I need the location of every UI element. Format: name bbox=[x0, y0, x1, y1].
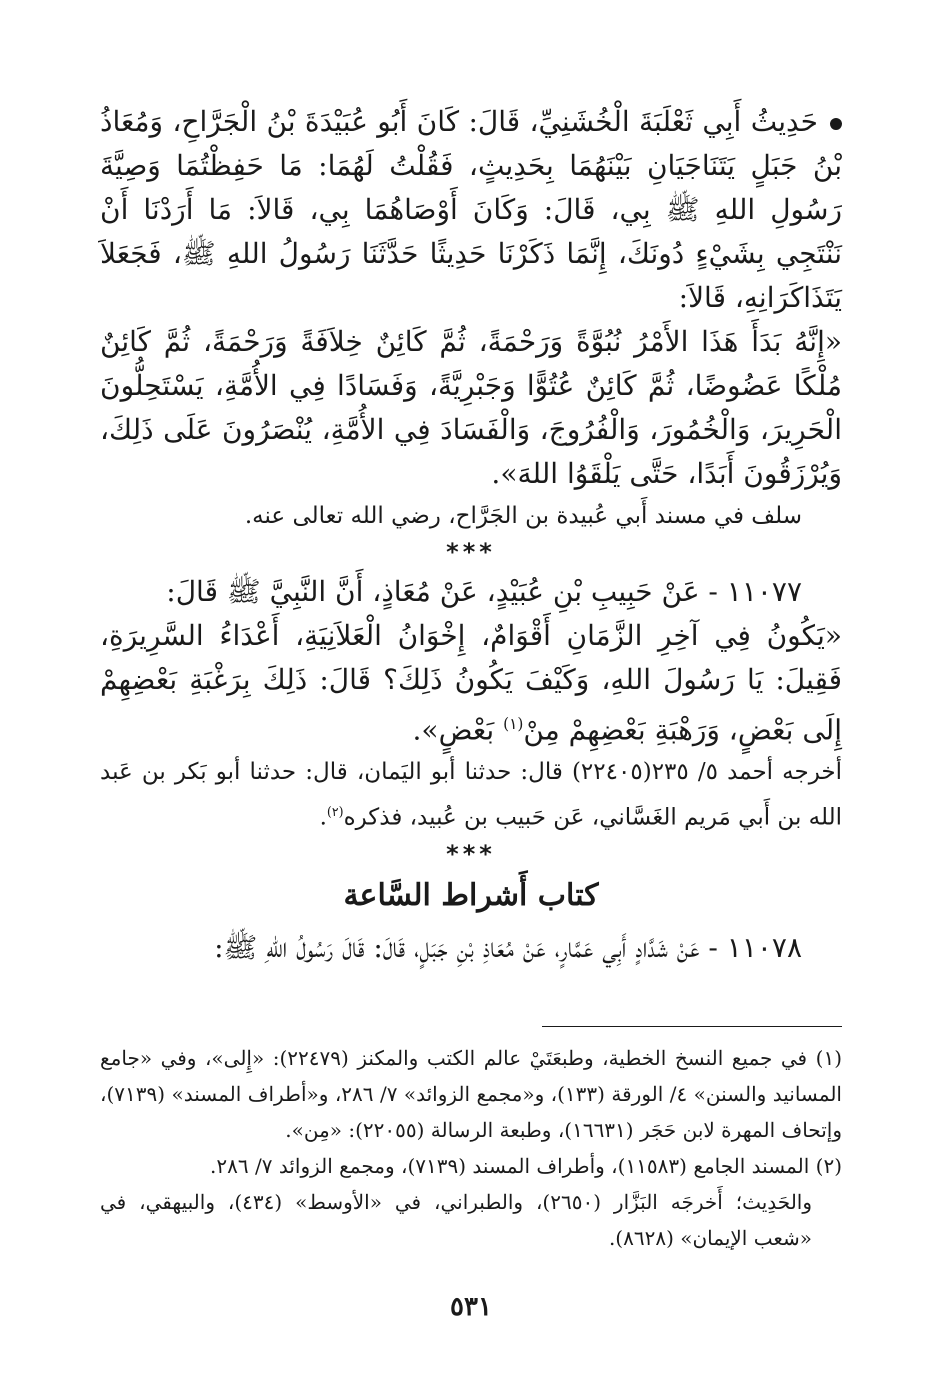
footnote-divider bbox=[542, 1026, 842, 1027]
footnote-ref-2[interactable]: (٢) bbox=[326, 804, 344, 820]
paragraph-hadith-11077 bbox=[100, 614, 842, 752]
separator-stars: *** bbox=[446, 839, 496, 868]
paragraph-text-end: . bbox=[319, 804, 327, 831]
hadith-heading-11078: ١١٠٧٨ - عَنْ شَدَّادٍ أَبِي عَمَّارٍ، عَنْ مُعَاذِ بْنِ جَبَلٍ، قَالَ: قَالَ رَسُولُ اللهِ ﷺ: bbox=[214, 930, 802, 964]
paragraph-reference-note: سلف في مسند أَبي عُبيدة بن الجَرَّاح، رضي الله تعالى عنه. bbox=[244, 503, 802, 529]
paragraph-text-end: بَعْضٍ». bbox=[412, 713, 504, 747]
paragraph-text: حَدِيثُ أَبِي ثَعْلَبَةَ الْخُشَنِيِّ، قَالَ: كَانَ أَبُو عُبَيْدَةَ بْنُ الْجَرَّاحِ، وَمُعَاذُ بْنُ جَبَلٍ يَتَنَاجَيَانِ بَيْنَهُمَا بِحَدِيثٍ، فَقُلْتُ لَهُمَا: مَا حَفِظْتُمَا وَصِيَّةَ رَسُولِ اللهِ ﷺ بِي، قَالَ: وَكَانَ أَوْصَاهُمَا بِي، قَالاَ: مَا أَرَدْنَا أَنْ نَنْتَجِي بِشَيْءٍ دُونَكَ، إِنَّمَا ذَكَرْنَا حَدِيثًا حَدَّثَنَا رَسُولُ اللهِ ﷺ، فَجَعَلاَ يَتَذَاكَرَانِهِ، قَالاَ: bbox=[100, 105, 843, 314]
footnote-ref-1[interactable]: (١) bbox=[503, 715, 524, 733]
paragraph-text: أخرجه أحمد ٥/ ٢٣٥(٢٢٤٠٥) قال: حدثنا أبو اليَمان، قال: حدثنا أبو بَكر بن عَبد الله بن أَبي مَريم الغَسَّاني، عَن حَبيب بن عُبيد، فذكره bbox=[100, 759, 842, 831]
paragraph-takhrij bbox=[100, 752, 842, 838]
page-body bbox=[100, 100, 842, 970]
hadith-heading-11077: ١١٠٧٧ - عَنْ حَبِيبِ بْنِ عُبَيْدٍ، عَنْ مُعَاذٍ، أَنَّ النَّبِيَّ ﷺ قَالَ: bbox=[166, 575, 802, 608]
page-number: ٥٣١ bbox=[450, 1292, 492, 1322]
footnote-1: (١) في جميع النسخ الخطية، وطبعَتَيْ عالم الكتب والمكنز (٢٢٤٧٩): «إِلى»، وفي «جامع المسانيد والسنن» ٤/ الورقة (١٣٣)، و«مجمع الزوائد» ٧/ ٢٨٦، و«أطراف المسند» (٧١٣٩)، وإتحاف المهرة لابن حَجَر (١٦٦٣١)، وطبعة الرسالة (٢٢٠٥٥): «مِن». bbox=[100, 1046, 842, 1142]
section-title: كتاب أَشراط السَّاعة bbox=[343, 877, 599, 913]
paragraph-hadith-text: «إِنَّهُ بَدَأَ هَذَا الأَمْرُ نُبُوَّةً وَرَحْمَةً، ثُمَّ كَائِنٌ خِلاَفَةً وَرَحْمَةً، ثُمَّ كَائِنٌ مُلْكًا عَضُوضًا، ثُمَّ كَائِنٌ عُتُوًّا وَجَبْرِيَّةً، وَفَسَادًا فِي الأُمَّةِ، يَسْتَحِلُّونَ الْحَرِيرَ، وَالْخُمُورَ، وَالْفُرُوجَ، وَالْفَسَادَ فِي الأُمَّةِ، يُنْصَرُونَ عَلَى ذَلِكَ، وَيُرْزَقُونَ أَبَدًا، حَتَّى يَلْقَوُا اللهَ». bbox=[100, 325, 842, 490]
bullet-icon bbox=[830, 118, 842, 130]
footnotes bbox=[100, 1040, 842, 1256]
paragraph-hadith-abi-thalaba bbox=[100, 100, 842, 320]
paragraph-text: «يَكُونُ فِي آخِرِ الزَّمَانِ أَقْوَامٌ، إِخْوَانُ الْعَلاَنِيَةِ، أَعْدَاءُ السَّرِيرَةِ، فَقِيلَ: يَا رَسُولَ اللهِ، وَكَيْفَ يَكُونُ ذَلِكَ؟ قَالَ: ذَلِكَ بِرَغْبَةِ بَعْضِهِمْ إِلَى بَعْضٍ، وَرَهْبَةِ بَعْضِهِمْ مِنْ bbox=[100, 619, 842, 747]
footnote-2-continuation: والحَدِيث؛ أَخرجَه البَزَّار (٢٦٥٠)، والطبراني، في «الأوسط» (٤٣٤)، والبيهقي، في «شعب الإيمان» (٨٦٢٨). bbox=[100, 1190, 813, 1250]
separator-stars: *** bbox=[446, 538, 496, 566]
footnote-2: (٢) المسند الجامع (١١٥٨٣)، وأطراف المسند (٧١٣٩)، ومجمع الزوائد ٧/ ٢٨٦. bbox=[210, 1154, 842, 1178]
